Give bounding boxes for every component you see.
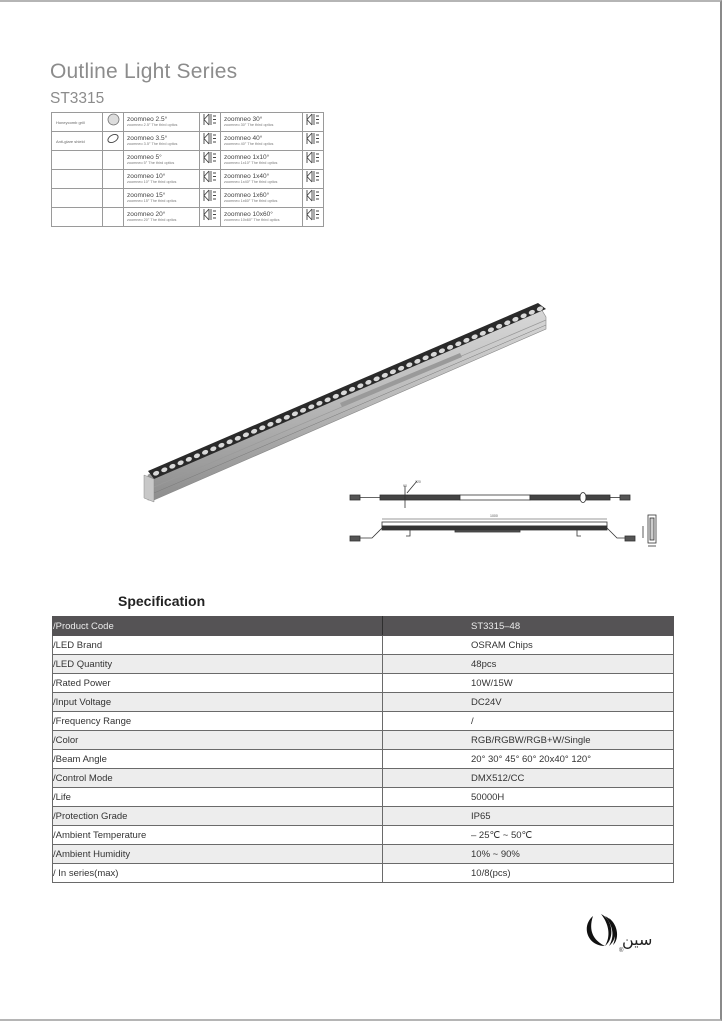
svg-text:90: 90: [403, 484, 407, 488]
spec-value: DC24V: [383, 693, 674, 712]
spec-row: [53, 655, 674, 674]
lens-icon: [200, 208, 221, 227]
specification-heading: Specification: [118, 593, 206, 609]
svg-text:120: 120: [415, 480, 421, 484]
optic-subtext: zoomneo 15° The third optics: [127, 199, 177, 203]
optics-table: [51, 112, 324, 227]
accessory-icon-cell: [103, 170, 124, 189]
model-number: ST3315: [50, 90, 105, 107]
specification-table: [52, 616, 674, 883]
optic-left: [124, 189, 200, 208]
svg-text:1000: 1000: [490, 514, 498, 518]
optics-row: [52, 189, 324, 208]
spec-row: [53, 807, 674, 826]
optic-subtext: zoomneo 10x60° The third optics: [224, 218, 280, 222]
spec-row: [53, 693, 674, 712]
lens-icon: [200, 170, 221, 189]
spec-value: RGB/RGBW/RGB+W/Single: [383, 731, 674, 750]
optic-name: zoomneo 1x10°: [224, 154, 270, 161]
optic-name: zoomneo 20°: [127, 211, 166, 218]
spec-label: /LED Quantity: [53, 655, 383, 674]
spec-value: OSRAM Chips: [383, 636, 674, 655]
optic-subtext: zoomneo 1x60° The third optics: [224, 199, 278, 203]
optic-name: zoomneo 2.5°: [127, 116, 168, 123]
lens-icon: [303, 208, 324, 227]
spec-value: 10/8(pcs): [383, 864, 674, 883]
spec-value: 48pcs: [383, 655, 674, 674]
accessory-label: [52, 151, 103, 170]
accessory-icon-cell: [103, 113, 124, 132]
spec-label: /Product Code: [53, 617, 383, 636]
technical-drawing: [345, 478, 670, 553]
spec-label: /Protection Grade: [53, 807, 383, 826]
optic-left: [124, 113, 200, 132]
accessory-icon-cell: [103, 132, 124, 151]
spec-row: [53, 826, 674, 845]
lens-icon: [303, 151, 324, 170]
optic-name: zoomneo 15°: [127, 192, 166, 199]
spec-row: [53, 845, 674, 864]
optic-name: zoomneo 5°: [127, 154, 162, 161]
spec-row: [53, 864, 674, 883]
accessory-icon-cell: [103, 208, 124, 227]
spec-label: /Life: [53, 788, 383, 807]
spec-row: [53, 712, 674, 731]
brand-logo-icon: [583, 912, 623, 954]
lens-icon: [200, 189, 221, 208]
optic-right: [221, 189, 303, 208]
spec-value: /: [383, 712, 674, 731]
spec-value: 50000H: [383, 788, 674, 807]
brand-name: سين: [622, 930, 653, 949]
lens-icon: [200, 113, 221, 132]
optic-right: [221, 208, 303, 227]
spec-row: [53, 750, 674, 769]
optic-name: zoomneo 1x60°: [224, 192, 270, 199]
spec-label: /Beam Angle: [53, 750, 383, 769]
spec-row: [53, 674, 674, 693]
honeycomb-grill-icon: [107, 113, 120, 126]
optics-row: [52, 151, 324, 170]
optic-subtext: zoomneo 5° The third optics: [127, 161, 175, 165]
spec-label: /Control Mode: [53, 769, 383, 788]
accessory-icon-cell: [103, 189, 124, 208]
anti-glare-shield-icon: [106, 132, 120, 145]
registered-mark: ®: [619, 948, 624, 954]
optics-row: [52, 113, 324, 132]
spec-row: [53, 636, 674, 655]
optic-name: zoomneo 10°: [127, 173, 166, 180]
spec-label: /Ambient Humidity: [53, 845, 383, 864]
lens-icon: [200, 132, 221, 151]
optic-right: [221, 170, 303, 189]
spec-value: IP65: [383, 807, 674, 826]
spec-label: /Ambient Temperature: [53, 826, 383, 845]
optic-left: [124, 151, 200, 170]
optic-left: [124, 132, 200, 151]
spec-value: 10W/15W: [383, 674, 674, 693]
spec-row: [53, 769, 674, 788]
lens-icon: [303, 132, 324, 151]
spec-header-row: [53, 617, 674, 636]
spec-label: /Rated Power: [53, 674, 383, 693]
page-title: Outline Light Series: [50, 60, 238, 83]
spec-value: 10% ~ 90%: [383, 845, 674, 864]
spec-label: /LED Brand: [53, 636, 383, 655]
optic-subtext: zoomneo 2.5° The third optics: [127, 123, 178, 127]
optic-subtext: zoomneo 10° The third optics: [127, 180, 177, 184]
accessory-label: [52, 170, 103, 189]
optic-right: [221, 132, 303, 151]
accessory-label: Anti-glare shield: [52, 132, 103, 151]
optic-subtext: zoomneo 40° The third optics: [224, 142, 274, 146]
optics-row: [52, 132, 324, 151]
optic-subtext: zoomneo 20° The third optics: [127, 218, 177, 222]
spec-value: ST3315–48: [383, 617, 674, 636]
optic-subtext: zoomneo 1x10° The third optics: [224, 161, 278, 165]
optic-right: [221, 151, 303, 170]
spec-label: /Frequency Range: [53, 712, 383, 731]
optic-subtext: zoomneo 1x40° The third optics: [224, 180, 278, 184]
optic-right: [221, 113, 303, 132]
optic-name: zoomneo 30°: [224, 116, 263, 123]
optics-row: [52, 170, 324, 189]
lens-icon: [303, 189, 324, 208]
accessory-label: [52, 189, 103, 208]
optic-name: zoomneo 1x40°: [224, 173, 270, 180]
spec-row: [53, 788, 674, 807]
spec-value: 20° 30° 45° 60° 20x40° 120°: [383, 750, 674, 769]
optic-name: zoomneo 3.5°: [127, 135, 168, 142]
optic-name: zoomneo 40°: [224, 135, 263, 142]
optic-left: [124, 170, 200, 189]
spec-label: /Input Voltage: [53, 693, 383, 712]
accessory-label: Honeycomb grill: [52, 113, 103, 132]
optic-subtext: zoomneo 30° The third optics: [224, 123, 274, 127]
optic-subtext: zoomneo 3.5° The third optics: [127, 142, 178, 146]
optic-left: [124, 208, 200, 227]
spec-value: DMX512/CC: [383, 769, 674, 788]
optics-row: [52, 208, 324, 227]
spec-value: – 25℃ ~ 50℃: [383, 826, 674, 845]
optic-name: zoomneo 10x60°: [224, 211, 273, 218]
spec-label: / In series(max): [53, 864, 383, 883]
lens-icon: [200, 151, 221, 170]
spec-label: /Color: [53, 731, 383, 750]
lens-icon: [303, 113, 324, 132]
lens-icon: [303, 170, 324, 189]
accessory-icon-cell: [103, 151, 124, 170]
accessory-label: [52, 208, 103, 227]
spec-row: [53, 731, 674, 750]
